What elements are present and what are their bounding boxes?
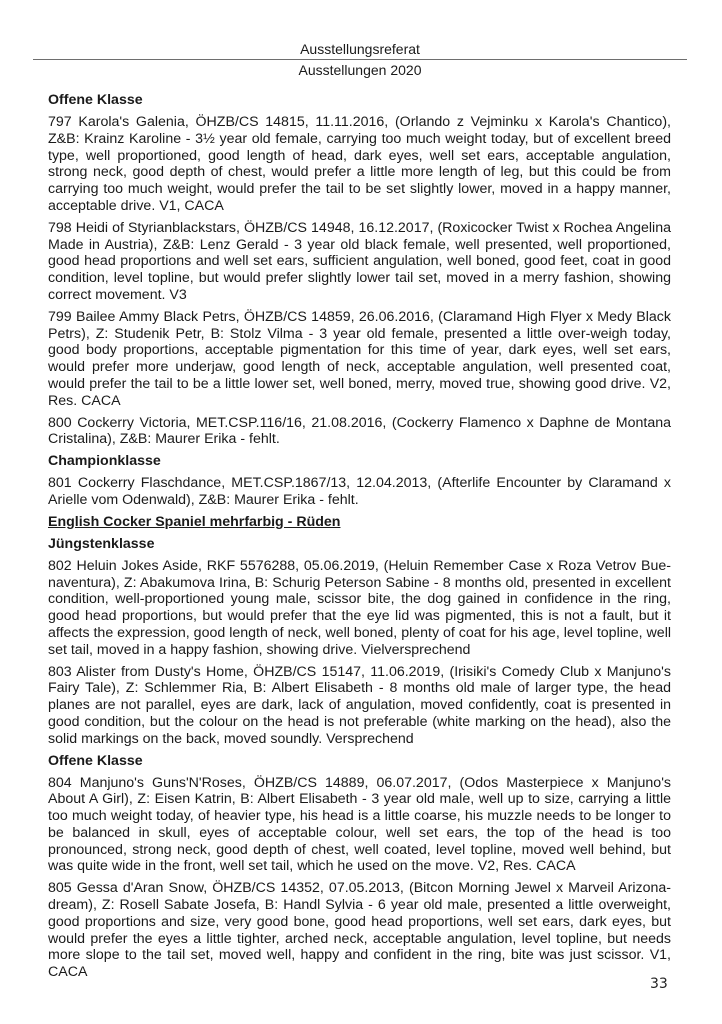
entry-801: 801 Cockerry Flaschdance, MET.CSP.1867/13, 12.04.2013, (Afterlife Encounter by Claramand x Arielle vom Odenwald), Z&B: Maurer Erika - fehlt. — [48, 475, 671, 508]
entry-799: 799 Bailee Ammy Black Petrs, ÖHZB/CS 14859, 26.06.2016, (Claramand High Flyer x Medy Black Petrs), Z: Studenik Petr, B: Stolz Vilma - 3 year old female, presented a little over-weigh today, good body proportions, acceptable pigmentation for this time of year, dark eyes, well set ears, would prefer more underjaw, good length of neck, acceptable angulation, well presented coat, would prefer the tail to be a little lower set, well boned, merry, moved true, showing good drive. V2, Res. CACA — [48, 308, 671, 409]
class-heading-juengstenklasse: Jüngstenklasse — [48, 535, 155, 552]
class-heading-offene-klasse: Offene Klasse — [48, 92, 143, 108]
entry-797: 797 Karola's Galenia, ÖHZB/CS 14815, 11.11.2016, (Orlando z Vejminku x Karola's Chantico), Z&B: Krainz Karoline - 3½ year old female, carrying too much weight today, but of excellent breed type, well proportioned, good length of head, dark eyes, well set ears, acceptable angulation, strong neck, good depth of chest, would prefer a little more length of leg, but this could be from carrying too much weight, would prefer the tail to be set slightly lower, moved in a happy manner, acceptable drive. V1, CACA — [48, 114, 671, 214]
page-number: 33 — [650, 976, 668, 992]
entry-798: 798 Heidi of Styrianblackstars, ÖHZB/CS 14948, 16.12.2017, (Roxicocker Twist x Rochea Angelina Made in Austria), Z&B: Lenz Gerald - 3 year old black female, well presented, well proportioned, good head proportions and well set ears, sufficient angulation, well boned, good feet, coat in good condition, level topline, but would prefer slightly lower tail set, moved in a merry fashion, showing correct movement. V3 — [48, 219, 671, 303]
entry-803: 803 Alister from Dusty's Home, ÖHZB/CS 15147, 11.06.2019, (Irisiki's Comedy Club x Manjuno's Fairy Tale), Z: Schlemmer Ria, B: Albert Elisabeth - 8 months old male of larger type, the head planes are not parallel, eyes are dark, lack of angulation, moved confidently, coat is presented in good condition, but the colour on the head is not preferable (white marking on the head), also the solid markings on the back, moved soundly. Versprechend — [48, 663, 671, 747]
entry-805: 805 Gessa d'Aran Snow, ÖHZB/CS 14352, 07.05.2013, (Bitcon Morning Jewel x Marveil Arizona-dream), Z: Rosell Sabate Josefa, B: Handl Sylvia - 6 year old male, presented a little overweight, good proportions and size, very good bone, good head proportions, well set ears, dark eyes, but would prefer the eyes a little tighter, arched neck, acceptable angulation, level topline, but needs more slope to the tail set, moved well, happy and confident in the ring, bite was just scissor. V1, CACA — [48, 880, 671, 981]
class-heading-championklasse: Championklasse — [48, 453, 161, 470]
entry-802: 802 Heluin Jokes Aside, RKF 5576288, 05.06.2019, (Heluin Remember Case x Roza Vetrov Bue-naventura), Z: Abakumova Irina, B: Schurig Peterson Sabine - 8 months old, presented in excellent condition, well-proportioned young male, scissor bite, the dog gained in confidence in the ring, good head proportions, but would prefer that the eye lid was pigmented, this is not a fault, but it affects the expression, good length of neck, well boned, plenty of coat for his age, level topline, well set tail, moved in a happy fashion, showing drive. Vielversprechend — [48, 557, 671, 658]
document-body — [48, 92, 671, 986]
class-heading-offene-klasse-2: Offene Klasse — [48, 752, 143, 769]
header-title: Ausstellungsreferat — [300, 41, 420, 57]
page-header — [33, 40, 687, 80]
entry-800: 800 Cockerry Victoria, MET.CSP.116/16, 21.08.2016, (Cockerry Flamenco x Daphne de Montana Cristalina), Z&B: Maurer Erika - fehlt. — [48, 414, 671, 448]
entry-804: 804 Manjuno's Guns'N'Roses, ÖHZB/CS 14889, 06.07.2017, (Odos Masterpiece x Manjuno's About A Girl), Z: Eisen Katrin, B: Albert Elisabeth - 3 year old male, well up to size, carrying a little too much weight today, of heavier type, his head is a little coarse, his muzzle needs to be longer to be balanced in skull, eyes of acceptable colour, well set ears, the top of the head is too pronounced, strong neck, good depth of chest, well coated, level topline, moved well behind, but was quite wide in the front, well set tail, which he used on the move. V2, Res. CACA — [48, 774, 671, 875]
header-subtitle: Ausstellungen 2020 — [298, 62, 422, 78]
breed-heading: English Cocker Spaniel mehrfarbig - Rüden — [48, 513, 341, 530]
